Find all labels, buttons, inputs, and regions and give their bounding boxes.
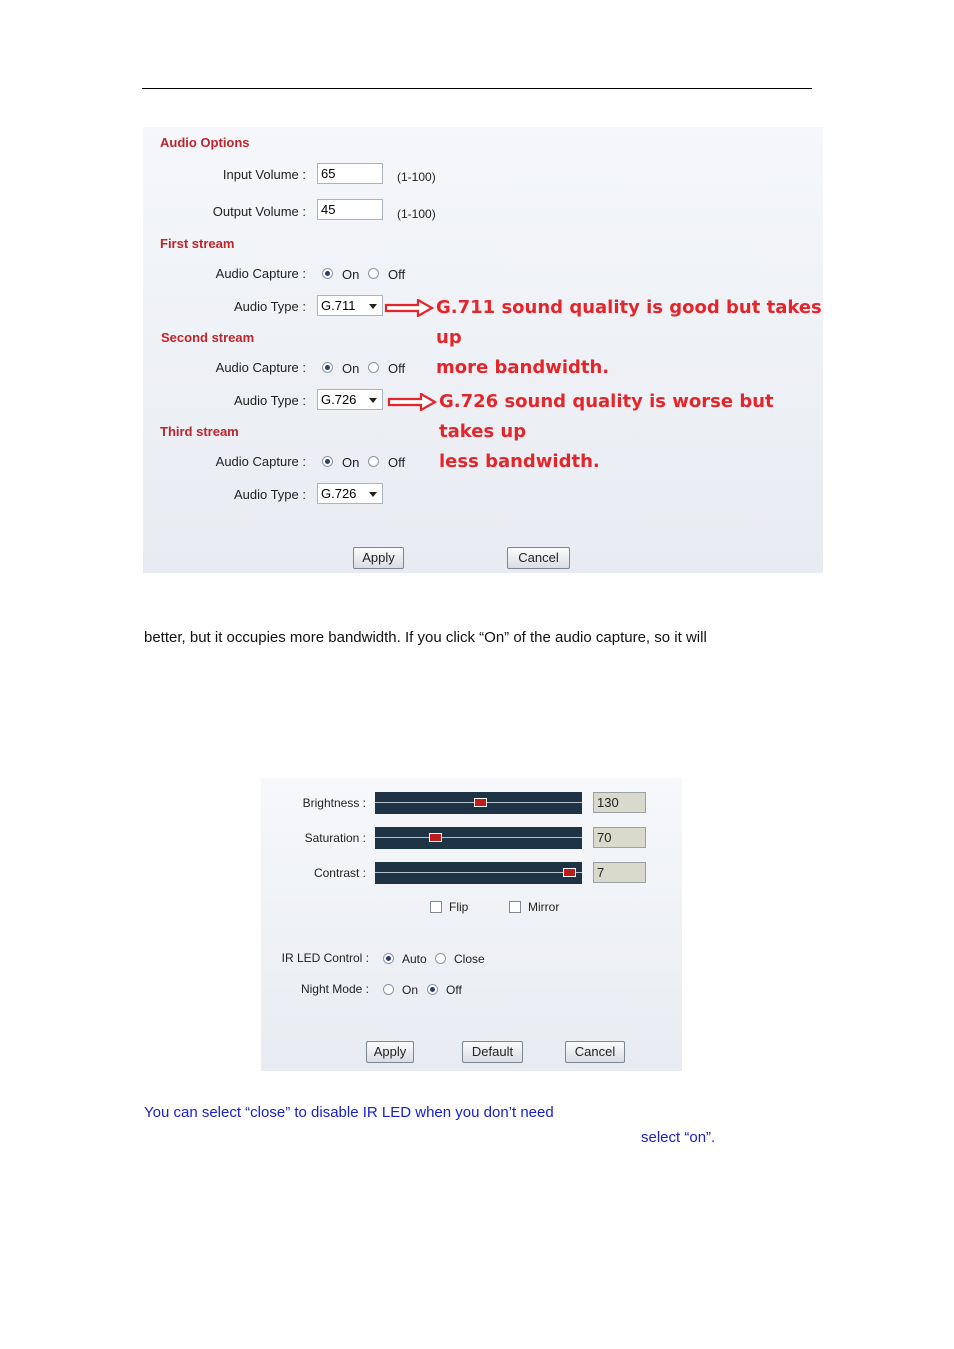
header-rule bbox=[142, 88, 812, 89]
first-stream-title: First stream bbox=[160, 236, 235, 251]
flip-checkbox[interactable] bbox=[430, 901, 442, 913]
g711-note bbox=[436, 293, 823, 383]
first-stream-type-value: G.711 bbox=[321, 298, 356, 313]
night-mode-off-radio[interactable] bbox=[427, 984, 438, 995]
contrast-slider[interactable] bbox=[375, 862, 582, 884]
first-stream-capture-label: Audio Capture : bbox=[215, 266, 306, 281]
audio-cancel-button[interactable]: Cancel bbox=[507, 547, 570, 569]
third-stream-type-label: Audio Type : bbox=[233, 487, 306, 502]
body-paragraph: better, but it occupies more bandwidth. If you click “On” of the audio capture, so it will bbox=[144, 629, 707, 646]
first-stream-capture-off-label: Off bbox=[388, 267, 406, 282]
flip-label: Flip bbox=[449, 900, 469, 914]
audio-options-title: Audio Options bbox=[160, 135, 250, 150]
contrast-slider-thumb[interactable] bbox=[563, 868, 576, 877]
ir-led-note-line1: You can select “close” to disable IR LED when you don’t need bbox=[144, 1104, 554, 1121]
brightness-slider-thumb[interactable] bbox=[474, 798, 487, 807]
second-stream-capture-off-radio[interactable] bbox=[368, 362, 379, 373]
input-volume-label: Input Volume : bbox=[222, 167, 306, 182]
first-stream-capture-on-radio[interactable] bbox=[322, 268, 333, 279]
audio-apply-button[interactable]: Apply bbox=[353, 547, 404, 569]
saturation-slider-thumb[interactable] bbox=[429, 833, 442, 842]
third-stream-type-select[interactable] bbox=[317, 483, 383, 504]
arrow-right-icon bbox=[387, 393, 437, 411]
first-stream-type-select[interactable] bbox=[317, 295, 383, 316]
saturation-label: Saturation : bbox=[304, 831, 366, 845]
third-stream-capture-off-radio[interactable] bbox=[368, 456, 379, 467]
image-apply-button[interactable]: Apply bbox=[366, 1041, 414, 1063]
g726-note bbox=[439, 387, 823, 477]
second-stream-type-value: G.726 bbox=[321, 392, 357, 407]
second-stream-capture-on-radio[interactable] bbox=[322, 362, 333, 373]
output-volume-field[interactable] bbox=[317, 199, 383, 220]
arrow-right-icon bbox=[384, 299, 434, 317]
third-stream-capture-on-label: On bbox=[342, 455, 360, 470]
saturation-value: 70 bbox=[593, 827, 646, 848]
brightness-value: 130 bbox=[593, 792, 646, 813]
ir-led-auto-radio[interactable] bbox=[383, 953, 394, 964]
output-volume-label: Output Volume : bbox=[212, 204, 306, 219]
ir-led-auto-label: Auto bbox=[402, 952, 427, 966]
g726-note-line1: G.726 sound quality is worse but takes up bbox=[439, 391, 774, 442]
image-default-button[interactable]: Default bbox=[462, 1041, 523, 1063]
chevron-down-icon bbox=[369, 398, 377, 403]
contrast-label: Contrast : bbox=[313, 866, 366, 880]
contrast-value: 7 bbox=[593, 862, 646, 883]
input-volume-field[interactable] bbox=[317, 163, 383, 184]
second-stream-capture-label: Audio Capture : bbox=[215, 360, 306, 375]
second-stream-capture-on-label: On bbox=[342, 361, 360, 376]
first-stream-capture-off-radio[interactable] bbox=[368, 268, 379, 279]
ir-led-label: IR LED Control : bbox=[281, 951, 369, 965]
third-stream-capture-on-radio[interactable] bbox=[322, 456, 333, 467]
saturation-slider[interactable] bbox=[375, 827, 582, 849]
second-stream-title: Second stream bbox=[161, 330, 255, 345]
second-stream-type-select[interactable] bbox=[317, 389, 383, 410]
ir-led-note-line2: select “on”. bbox=[641, 1129, 716, 1146]
mirror-checkbox[interactable] bbox=[509, 901, 521, 913]
ir-led-close-label: Close bbox=[454, 952, 485, 966]
night-mode-off-label: Off bbox=[446, 983, 462, 997]
first-stream-capture-on-label: On bbox=[342, 267, 360, 282]
first-stream-type-label: Audio Type : bbox=[233, 299, 306, 314]
g726-note-line2: less bandwidth. bbox=[439, 451, 600, 472]
second-stream-capture-off-label: Off bbox=[388, 361, 406, 376]
audio-options-panel bbox=[143, 127, 823, 573]
night-mode-on-radio[interactable] bbox=[383, 984, 394, 995]
third-stream-capture-label: Audio Capture : bbox=[215, 454, 306, 469]
brightness-label: Brightness : bbox=[302, 796, 366, 810]
g711-note-line2: more bandwidth. bbox=[436, 357, 610, 378]
brightness-slider[interactable] bbox=[375, 792, 582, 814]
image-settings-panel bbox=[261, 778, 682, 1071]
image-cancel-button[interactable]: Cancel bbox=[565, 1041, 625, 1063]
third-stream-capture-off-label: Off bbox=[388, 455, 406, 470]
ir-led-close-radio[interactable] bbox=[435, 953, 446, 964]
third-stream-title: Third stream bbox=[160, 424, 239, 439]
mirror-label: Mirror bbox=[528, 900, 560, 914]
night-mode-on-label: On bbox=[402, 983, 419, 997]
g711-note-line1: G.711 sound quality is good but takes up bbox=[436, 297, 822, 348]
chevron-down-icon bbox=[369, 304, 377, 309]
second-stream-type-label: Audio Type : bbox=[233, 393, 306, 408]
chevron-down-icon bbox=[369, 492, 377, 497]
third-stream-type-value: G.726 bbox=[321, 486, 357, 501]
input-volume-range: (1-100) bbox=[397, 170, 436, 184]
night-mode-label: Night Mode : bbox=[300, 982, 369, 996]
output-volume-range: (1-100) bbox=[397, 207, 436, 221]
